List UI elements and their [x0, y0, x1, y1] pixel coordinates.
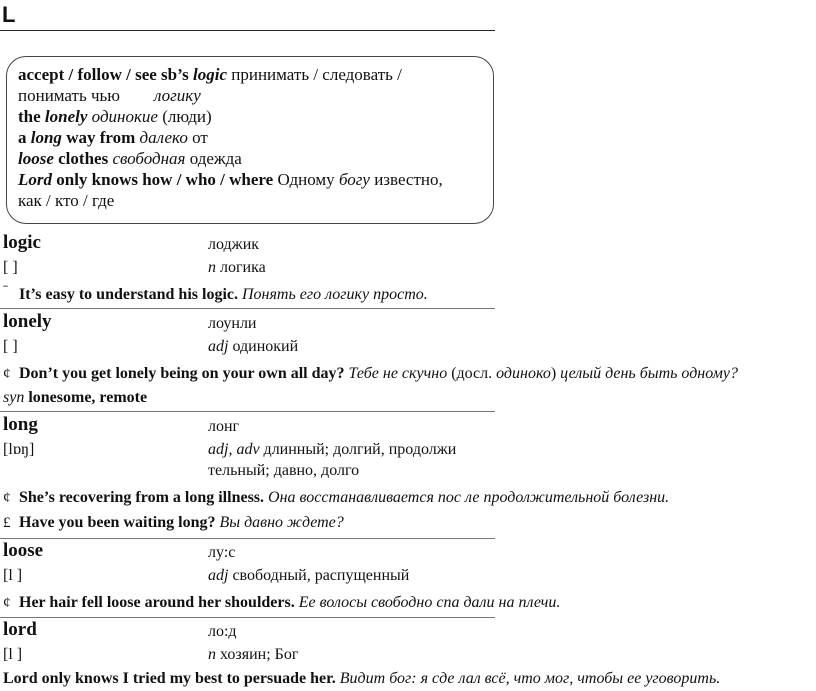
box-line-run: понимать чью — [18, 86, 120, 105]
example-ru-run: одиноко — [496, 365, 551, 382]
box-line — [18, 190, 114, 211]
definition-text: логика — [216, 259, 266, 276]
box-line-run: a — [18, 128, 31, 147]
definition-text: одинокий — [228, 338, 299, 355]
part-of-speech: adj — [208, 338, 229, 355]
definition — [208, 338, 298, 356]
example — [19, 489, 669, 507]
example-ru-run: целый день быть одному? — [556, 365, 738, 382]
example-ru-run: (досл. — [447, 365, 497, 382]
box-line — [18, 148, 242, 169]
example-en: It’s easy to understand his logic. — [19, 286, 238, 303]
ipa: [ ] — [3, 259, 18, 276]
definition — [208, 259, 266, 277]
example — [19, 514, 344, 532]
box-line-run: Lord — [18, 170, 52, 189]
part-of-speech: n — [208, 646, 216, 663]
example-marker: £ — [3, 515, 11, 531]
example — [19, 286, 428, 304]
part-of-speech: adj — [208, 567, 229, 584]
example-marker: ¢ — [3, 595, 11, 611]
box-line-run: lonely — [44, 107, 88, 126]
header-rule — [0, 30, 495, 31]
example-ru: Вы давно ждете? — [215, 514, 344, 531]
ipa: [lɒŋ] — [3, 441, 35, 458]
definition-continued: тельный; давно, долго — [208, 462, 360, 479]
definition — [208, 441, 456, 459]
box-line-run: way from — [61, 128, 140, 147]
box-line — [18, 127, 208, 148]
example-ru — [345, 365, 738, 382]
box-line — [18, 169, 443, 190]
box-line-run: богу — [338, 170, 370, 189]
box-line-run: long — [30, 128, 62, 147]
box-line — [18, 85, 201, 106]
ipa: [l ] — [3, 567, 23, 584]
example-marker: ¢ — [3, 366, 11, 382]
box-line-run: логику — [119, 86, 201, 105]
box-line-run: одежда — [185, 149, 242, 168]
box-line — [18, 64, 402, 85]
box-line-run: одинокие — [87, 107, 158, 126]
box-line-run: от — [187, 128, 208, 147]
headword: lord — [3, 619, 37, 640]
definition-text: свободный, распущенный — [228, 567, 410, 584]
ipa: [ ] — [3, 338, 18, 355]
part-of-speech: n — [208, 259, 216, 276]
example-ru-run: Тебе не скучно — [344, 365, 448, 382]
example-en: Don’t you get lonely being on your own all day? — [19, 365, 345, 382]
divider — [0, 411, 495, 412]
part-of-speech: adj, adv — [208, 441, 260, 458]
box-line-run: logic — [193, 65, 228, 84]
synonyms — [3, 389, 147, 407]
example-ru: Понять его логику просто. — [237, 286, 428, 303]
transcription: лоунли — [208, 315, 257, 332]
headword: loose — [3, 540, 44, 561]
example — [3, 670, 720, 688]
box-line-run: the — [18, 107, 45, 126]
transcription: ло:д — [208, 623, 237, 640]
example-marker: ¢ — [3, 490, 11, 506]
box-line-run: only knows how / who / where — [52, 170, 278, 189]
example-en: She’s recovering from a long illness. — [19, 489, 265, 506]
box-line — [18, 106, 212, 127]
syn-words: lonesome, remote — [24, 389, 148, 406]
section-letter: L — [2, 2, 16, 27]
example-marker: ˉ — [3, 283, 8, 299]
box-line-run: известно, — [369, 170, 443, 189]
example-ru: Ее волосы свободно спа дали на плечи. — [294, 594, 561, 611]
example-ru: Видит бог: я сде лал всё, что мог, чтобы ее уговорить. — [335, 670, 721, 687]
box-line-run: loose — [18, 149, 54, 168]
box-line-run: accept / follow / see sb’s — [18, 65, 194, 84]
transcription: лонг — [208, 418, 240, 435]
example — [19, 365, 738, 383]
box-line-run: свободная — [112, 149, 186, 168]
divider — [0, 308, 495, 309]
definition — [208, 567, 409, 585]
example-ru-run: ) — [550, 365, 557, 382]
box-line-run: (люди) — [157, 107, 212, 126]
definition-text: длинный; долгий, продолжи — [259, 441, 457, 458]
box-line-run: clothes — [53, 149, 113, 168]
ipa: [l ] — [3, 646, 23, 663]
example-en: Have you been waiting long? — [19, 514, 216, 531]
box-line-run: далеко — [139, 128, 188, 147]
headword: lonely — [3, 311, 52, 332]
definition — [208, 646, 298, 664]
example-en: Her hair fell loose around her shoulders. — [19, 594, 295, 611]
box-line-run: принимать / следовать / — [227, 65, 402, 84]
syn-label: syn — [3, 389, 25, 406]
transcription: лоджик — [208, 236, 260, 253]
box-line-run: как / кто / где — [18, 191, 115, 210]
definition-text: хозяин; Бог — [216, 646, 299, 663]
headword: long — [3, 414, 38, 435]
example-ru: Она восстанавливается пос ле продолжительной болезни. — [264, 489, 670, 506]
transcription: лу:с — [208, 544, 236, 561]
divider — [0, 538, 495, 539]
box-line-run: Одному — [277, 170, 339, 189]
divider — [0, 617, 495, 618]
example — [19, 594, 560, 612]
example-en: Lord only knows I tried my best to persuade her. — [3, 670, 336, 687]
headword: logic — [3, 232, 41, 253]
